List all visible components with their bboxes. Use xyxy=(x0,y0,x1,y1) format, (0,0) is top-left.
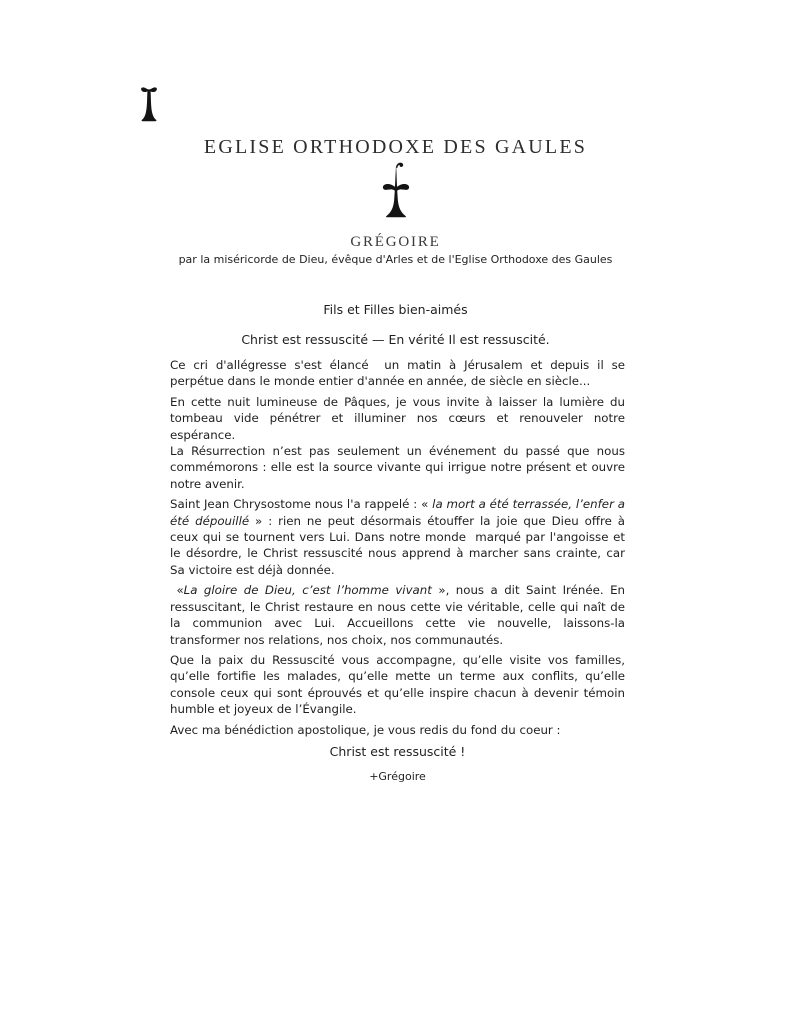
ornate-cross-icon xyxy=(381,161,411,221)
paragraph-irenee-quote xyxy=(170,582,629,648)
paragraph-text: Avec ma bénédiction apostolique, je vous redis du fond du coeur : xyxy=(170,722,561,737)
paragraph-text: Ce cri d'allégresse s'est élancé un matin à Jérusalem et depuis il se perpétue dans le monde entier d'année en année, de siècle en siècle... xyxy=(170,358,629,389)
closing-blessing-line xyxy=(170,722,625,738)
paragraph-text: Saint Jean Chrysostome nous l'a rappelé : « xyxy=(170,497,433,512)
signature-line: +Grégoire xyxy=(369,770,426,784)
paragraph-text: En cette nuit lumineuse de Pâques, je vous invite à laisser la lumière du tombeau vide pénétrer et illuminer nos cœurs et renouveler notre espérance. xyxy=(170,394,629,442)
paragraph-text: », nous a dit Saint Irénée. En ressuscitant, le Christ restaure en nous cette vie véritable, celle qui naît de la communion avec Lui. Accueillons cette vie nouvelle, laissons-la transformer nos relations, nos choix, nos communautés. xyxy=(170,583,629,647)
quoted-text: La gloire de Dieu, c’est l’homme vivant xyxy=(183,583,432,598)
church-title: EGLISE ORTHODOXE DES GAULES xyxy=(203,136,588,158)
paragraph-paschal-night xyxy=(170,394,629,443)
salutation-line: Fils et Filles bien-aimés xyxy=(323,302,468,317)
quoted-text: la mort a été terrassée, l’enfer a été dépouillé xyxy=(170,497,629,528)
letter-body xyxy=(170,357,629,786)
paschal-greeting-line: Christ est ressuscité — En vérité Il est ressuscité. xyxy=(241,332,550,347)
paragraph-peace-wishes xyxy=(170,652,629,718)
author-name: GRÉGOIRE xyxy=(350,234,441,250)
paragraph-text: » : rien ne peut désormais étouffer la joie que Dieu offre à ceux qui se tournent vers Lui. Dans notre monde marqué par l'angoisse et le désordre, le Christ ressuscité nous apprend à marcher sans crainte, car Sa victoire est déjà donnée. xyxy=(170,513,629,577)
paragraph-text: « xyxy=(170,583,184,598)
paragraph-text: Que la paix du Ressuscité vous accompagne, qu’elle visite vos familles, qu’elle fortifie les malades, qu’elle mette un terme aux conflits, qu’elle console ceux qui sont éprouvés et qu’elle inspire chacun à devenir témoin humble et joyeux de l’Évangile. xyxy=(170,652,629,717)
paragraph-text: La Résurrection n’est pas seulement un événement du passé que nous commémorons : elle est la source vivante qui irrigue notre présent et ouvre notre avenir. xyxy=(170,444,629,491)
tau-cross-icon xyxy=(138,86,160,124)
final-proclamation-line: Christ est ressuscité ! xyxy=(329,743,466,759)
paragraph-joy-cry xyxy=(170,357,629,390)
paragraph-resurrection-source xyxy=(170,443,629,492)
paragraph-chrysostome-quote xyxy=(170,496,629,578)
author-subtitle: par la miséricorde de Dieu, évêque d'Arles et de l'Eglise Orthodoxe des Gaules xyxy=(178,253,613,266)
